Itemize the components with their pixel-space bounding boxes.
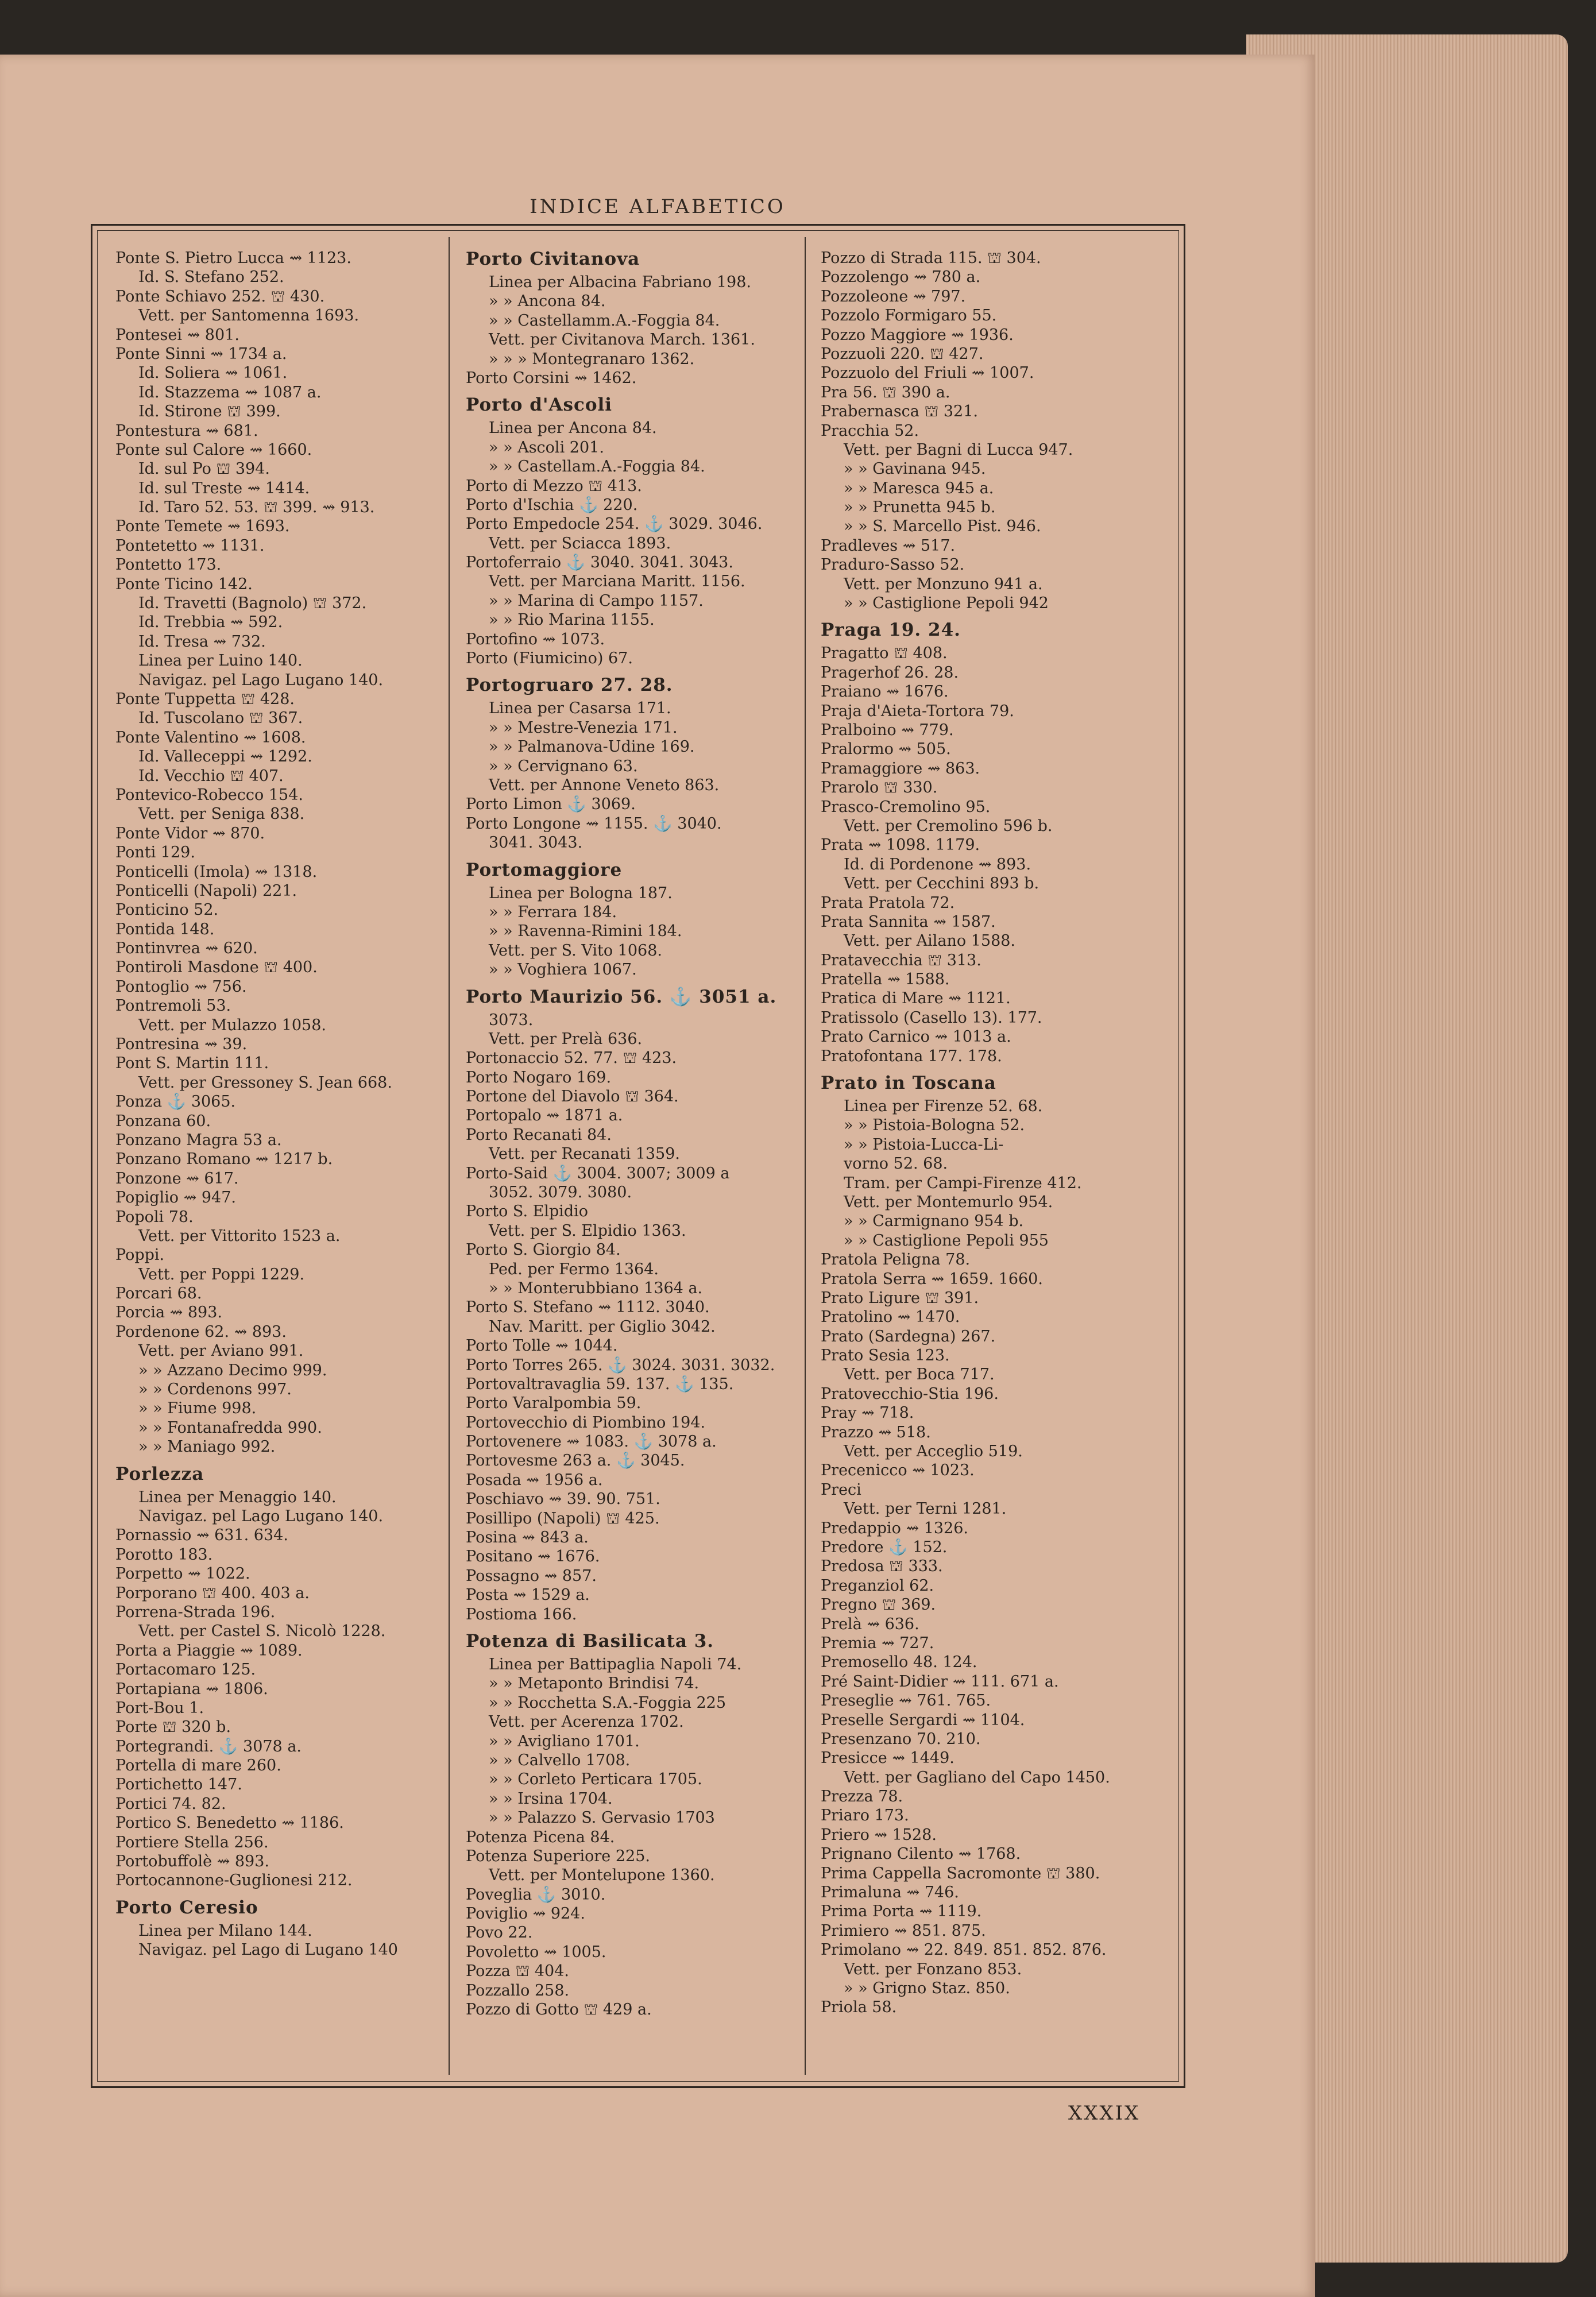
index-entry: Porotto 183. bbox=[115, 1545, 213, 1564]
index-entry: Porpetto ⇝ 1022. bbox=[115, 1565, 250, 1583]
index-entry: » » Azzano Decimo 999. bbox=[138, 1361, 327, 1379]
column-separator bbox=[805, 237, 806, 2075]
index-entry: Navigaz. pel Lago Lugano 140. bbox=[138, 1507, 384, 1525]
index-entry: Pregno ⛫ 369. bbox=[821, 1596, 936, 1614]
index-entry: » » Fontanafredda 990. bbox=[138, 1418, 322, 1437]
index-entry: » » Voghiera 1067. bbox=[489, 961, 637, 979]
index-entry: Ponticelli (Napoli) 221. bbox=[115, 881, 297, 900]
index-entry: Linea per Bologna 187. bbox=[489, 884, 673, 902]
index-entry: Linea per Casarsa 171. bbox=[489, 699, 671, 718]
index-entry: Prezza 78. bbox=[821, 1788, 903, 1806]
index-entry: Id. Tuscolano ⛫ 367. bbox=[138, 709, 303, 728]
index-entry: Id. S. Stefano 252. bbox=[138, 268, 284, 287]
index-entry: Pontevico-Robecco 154. bbox=[115, 786, 303, 804]
index-entry: Pracchia 52. bbox=[821, 421, 919, 440]
index-entry: Pozzo Maggiore ⇝ 1936. bbox=[821, 326, 1014, 344]
index-entry: Id. Trebbia ⇝ 592. bbox=[138, 613, 283, 632]
index-entry: Prato (Sardegna) 267. bbox=[821, 1327, 996, 1345]
index-entry: Id. Stirone ⛫ 399. bbox=[138, 403, 281, 421]
index-entry: Presenzano 70. 210. bbox=[821, 1730, 981, 1748]
index-heading: Portomaggiore bbox=[466, 859, 623, 880]
index-entry: » » Ravenna-Rimini 184. bbox=[489, 922, 682, 941]
index-entry: Pont S. Martin 111. bbox=[115, 1054, 269, 1073]
index-entry: Pralboino ⇝ 779. bbox=[821, 721, 954, 739]
page-header: INDICE ALFABETICO bbox=[530, 195, 786, 218]
index-entry: Pratolino ⇝ 1470. bbox=[821, 1308, 960, 1327]
index-entry: » » Carmignano 954 b. bbox=[844, 1212, 1024, 1231]
index-entry: Pornassio ⇝ 631. 634. bbox=[115, 1526, 288, 1545]
index-entry: Ponzana 60. bbox=[115, 1112, 211, 1130]
index-entry: Vett. per Sciacca 1893. bbox=[489, 534, 671, 552]
index-entry: Prignano Cilento ⇝ 1768. bbox=[821, 1845, 1021, 1863]
index-entry: Prata Sannita ⇝ 1587. bbox=[821, 912, 996, 931]
index-entry: Ponte Sinni ⇝ 1734 a. bbox=[115, 345, 287, 363]
index-column-3 bbox=[821, 249, 1157, 2017]
index-entry: » » Rocchetta S.A.-Foggia 225 bbox=[489, 1693, 726, 1712]
index-entry: » » Cordenons 997. bbox=[138, 1380, 292, 1399]
index-entry: » » Castiglione Pepoli 955 bbox=[844, 1231, 1049, 1250]
index-heading: Porto Civitanova bbox=[466, 249, 640, 269]
index-entry: Porto (Fiumicino) 67. bbox=[466, 649, 633, 668]
index-entry: Vett. per Recanati 1359. bbox=[489, 1145, 680, 1163]
index-entry: Ponte Temete ⇝ 1693. bbox=[115, 517, 290, 536]
index-entry: Pratica di Mare ⇝ 1121. bbox=[821, 989, 1011, 1008]
index-entry: Posada ⇝ 1956 a. bbox=[466, 1471, 603, 1489]
index-entry: Portovesme 263 a. ⚓ 3045. bbox=[466, 1452, 685, 1470]
index-entry: Vett. per Marciana Maritt. 1156. bbox=[489, 573, 745, 591]
index-entry: Vett. per Cremolino 596 b. bbox=[844, 817, 1053, 835]
index-entry: Portone del Diavolo ⛫ 364. bbox=[466, 1088, 679, 1106]
index-entry: Linea per Battipaglia Napoli 74. bbox=[489, 1656, 742, 1673]
index-entry: Id. sul Po ⛫ 394. bbox=[138, 460, 270, 478]
index-entry: Pratavecchia ⛫ 313. bbox=[821, 951, 981, 969]
index-entry: » » Metaponto Brindisi 74. bbox=[489, 1675, 700, 1693]
index-entry: Pontremoli 53. bbox=[115, 997, 231, 1015]
index-entry: Ponte Ticino 142. bbox=[115, 575, 253, 593]
index-entry: » » Prunetta 945 b. bbox=[844, 498, 996, 517]
index-entry: Pontesei ⇝ 801. bbox=[115, 326, 239, 344]
index-entry: » » Pistoia-Lucca-Li- bbox=[844, 1135, 1004, 1154]
index-entry: Porrena-Strada 196. bbox=[115, 1603, 276, 1621]
index-entry: » » Gavinana 945. bbox=[844, 460, 986, 478]
index-entry: Vett. per Aviano 991. bbox=[138, 1342, 304, 1360]
index-entry: Pra 56. ⛫ 390 a. bbox=[821, 383, 950, 401]
index-entry: Vett. per Acerenza 1702. bbox=[489, 1713, 684, 1731]
index-entry: Prato Sesia 123. bbox=[821, 1347, 950, 1365]
index-entry: » » Cervignano 63. bbox=[489, 757, 638, 775]
index-entry: Pozzolo Formigaro 55. bbox=[821, 307, 997, 325]
index-entry: 3073. bbox=[489, 1011, 534, 1029]
index-entry: Portofino ⇝ 1073. bbox=[466, 630, 605, 648]
index-heading: Porto Ceresio bbox=[115, 1897, 258, 1918]
index-entry: Vett. per Cecchini 893 b. bbox=[844, 875, 1039, 893]
index-entry: Prato Ligure ⛫ 391. bbox=[821, 1289, 979, 1307]
index-entry: Vett. per Castel S. Nicolò 1228. bbox=[138, 1622, 386, 1641]
index-heading: Porlezza bbox=[115, 1463, 204, 1484]
index-entry: Porcia ⇝ 893. bbox=[115, 1304, 222, 1322]
index-entry: Pozzuolo del Friuli ⇝ 1007. bbox=[821, 364, 1034, 382]
index-entry: Portapiana ⇝ 1806. bbox=[115, 1680, 268, 1698]
index-entry: Poviglio ⇝ 924. bbox=[466, 1905, 585, 1923]
index-entry: Vett. per Monzuno 941 a. bbox=[844, 575, 1043, 593]
index-entry: Portichetto 147. bbox=[115, 1776, 242, 1794]
index-entry: Pratovecchio-Stia 196. bbox=[821, 1385, 999, 1403]
index-entry: Potenza Picena 84. bbox=[466, 1828, 615, 1846]
index-entry: Prasco-Cremolino 95. bbox=[821, 798, 991, 816]
index-entry: » » Castellam.A.-Foggia 84. bbox=[489, 458, 705, 476]
index-column-1 bbox=[115, 249, 451, 1960]
index-entry: Priola 58. bbox=[821, 1998, 897, 2017]
index-entry: Praja d'Aieta-Tortora 79. bbox=[821, 702, 1014, 720]
index-entry: Porto S. Elpidio bbox=[466, 1202, 589, 1221]
index-entry: Positano ⇝ 1676. bbox=[466, 1548, 600, 1566]
index-entry: Porto-Said ⚓ 3004. 3007; 3009 a bbox=[466, 1164, 730, 1182]
index-entry: » » Rio Marina 1155. bbox=[489, 611, 655, 629]
index-entry: Premia ⇝ 727. bbox=[821, 1634, 934, 1652]
index-entry: Pontoglio ⇝ 756. bbox=[115, 977, 247, 996]
index-entry: Poppi. bbox=[115, 1246, 165, 1264]
index-entry: Ponzano Romano ⇝ 1217 b. bbox=[115, 1150, 333, 1169]
index-entry: Praiano ⇝ 1676. bbox=[821, 683, 949, 701]
index-entry: Popoli 78. bbox=[115, 1208, 194, 1226]
index-entry: » » Corleto Perticara 1705. bbox=[489, 1770, 702, 1789]
index-entry: Primolano ⇝ 22. 849. 851. 852. 876. bbox=[821, 1941, 1107, 1959]
index-entry: Porto Empedocle 254. ⚓ 3029. 3046. bbox=[466, 515, 763, 533]
index-entry: Porto Torres 265. ⚓ 3024. 3031. 3032. bbox=[466, 1356, 775, 1374]
index-entry: Vett. per S. Vito 1068. bbox=[489, 941, 662, 960]
index-entry: Pralormo ⇝ 505. bbox=[821, 740, 951, 759]
index-entry: Vett. per Gagliano del Capo 1450. bbox=[844, 1768, 1110, 1786]
index-entry: Prazzo ⇝ 518. bbox=[821, 1423, 931, 1441]
index-entry: Pradleves ⇝ 517. bbox=[821, 536, 956, 555]
index-entry: Porto Limon ⚓ 3069. bbox=[466, 795, 636, 814]
index-entry: » » Fiume 998. bbox=[138, 1399, 257, 1418]
index-entry: » » Irsina 1704. bbox=[489, 1789, 613, 1808]
index-entry: Vett. per Mulazzo 1058. bbox=[138, 1016, 326, 1034]
index-entry: Pratola Serra ⇝ 1659. 1660. bbox=[821, 1270, 1043, 1288]
index-entry: Porto S. Stefano ⇝ 1112. 3040. bbox=[466, 1298, 710, 1317]
index-entry: vorno 52. 68. bbox=[844, 1155, 948, 1173]
index-entry: Id. Stazzema ⇝ 1087 a. bbox=[138, 383, 322, 401]
index-entry: Pontinvrea ⇝ 620. bbox=[115, 939, 258, 958]
index-entry: Porto di Mezzo ⛫ 413. bbox=[466, 477, 642, 495]
index-entry: Linea per Albacina Fabriano 198. bbox=[489, 273, 751, 291]
index-entry: Port-Bou 1. bbox=[115, 1699, 204, 1717]
index-entry: Vett. per S. Elpidio 1363. bbox=[489, 1221, 686, 1240]
index-entry: Porte ⛫ 320 b. bbox=[115, 1718, 231, 1737]
index-entry: Portegrandi. ⚓ 3078 a. bbox=[115, 1737, 302, 1755]
page-number: XXXIX bbox=[1068, 2102, 1141, 2125]
index-entry: » » Monterubbiano 1364 a. bbox=[489, 1279, 703, 1297]
index-heading: Porto d'Ascoli bbox=[466, 395, 613, 416]
index-entry: 3041. 3043. bbox=[489, 834, 583, 852]
index-entry: » » Calvello 1708. bbox=[489, 1751, 631, 1769]
index-entry: » » S. Marcello Pist. 946. bbox=[844, 517, 1041, 536]
index-entry: Id. Taro 52. 53. ⛫ 399. ⇝ 913. bbox=[138, 498, 375, 517]
index-entry: Id. Tresa ⇝ 732. bbox=[138, 632, 266, 651]
index-entry: Precenicco ⇝ 1023. bbox=[821, 1461, 975, 1480]
index-entry: Pratissolo (Casello 13). 177. bbox=[821, 1008, 1042, 1027]
index-entry: Pozza ⛫ 404. bbox=[466, 1962, 569, 1981]
index-entry: Pozzuoli 220. ⛫ 427. bbox=[821, 345, 984, 363]
index-entry: Primaluna ⇝ 746. bbox=[821, 1884, 959, 1902]
index-entry: Porto d'Ischia ⚓ 220. bbox=[466, 496, 638, 514]
index-entry: » » Palmanova-Udine 169. bbox=[489, 738, 695, 756]
index-heading: Praga 19. 24. bbox=[821, 620, 961, 641]
index-entry: » » Marina di Campo 1157. bbox=[489, 591, 704, 610]
index-entry: » » Castiglione Pepoli 942 bbox=[844, 594, 1049, 613]
index-entry: Pray ⇝ 718. bbox=[821, 1404, 914, 1422]
index-entry: Praduro-Sasso 52. bbox=[821, 556, 965, 574]
index-entry: Porto Tolle ⇝ 1044. bbox=[466, 1337, 618, 1355]
index-entry: Pramaggiore ⇝ 863. bbox=[821, 759, 980, 778]
index-entry: Porto Longone ⇝ 1155. ⚓ 3040. bbox=[466, 814, 722, 833]
index-entry: Porto Recanati 84. bbox=[466, 1126, 612, 1144]
index-entry: Vett. per Ailano 1588. bbox=[844, 932, 1016, 950]
index-entry: Pozzolengo ⇝ 780 a. bbox=[821, 268, 981, 287]
index-entry: Id. Travetti (Bagnolo) ⛫ 372. bbox=[138, 594, 367, 613]
index-entry: Portoferraio ⚓ 3040. 3041. 3043. bbox=[466, 554, 733, 572]
index-entry: Vett. per Fonzano 853. bbox=[844, 1960, 1022, 1978]
index-entry: Povo 22. bbox=[466, 1924, 533, 1942]
index-entry: Possagno ⇝ 857. bbox=[466, 1567, 597, 1585]
index-entry: Porto Corsini ⇝ 1462. bbox=[466, 369, 637, 387]
index-entry: Ponte sul Calore ⇝ 1660. bbox=[115, 440, 312, 459]
index-entry: Priaro 173. bbox=[821, 1807, 909, 1825]
index-entry: Pratola Peligna 78. bbox=[821, 1251, 971, 1269]
index-entry: Pré Saint-Didier ⇝ 111. 671 a. bbox=[821, 1672, 1059, 1691]
index-entry: Linea per Luino 140. bbox=[138, 652, 303, 670]
index-entry: Portacomaro 125. bbox=[115, 1661, 256, 1679]
index-entry: Linea per Milano 144. bbox=[138, 1921, 312, 1940]
index-entry: Preselle Sergardi ⇝ 1104. bbox=[821, 1711, 1025, 1729]
index-entry: » » » Montegranaro 1362. bbox=[489, 350, 695, 368]
index-entry: Preseglie ⇝ 761. 765. bbox=[821, 1692, 991, 1710]
index-entry: Prelà ⇝ 636. bbox=[821, 1615, 919, 1633]
index-entry: Povoletto ⇝ 1005. bbox=[466, 1943, 606, 1961]
index-entry: Pontetto 173. bbox=[115, 556, 222, 574]
index-heading: Porto Maurizio 56. ⚓ 3051 a. bbox=[466, 986, 777, 1007]
index-entry: » » Maniago 992. bbox=[138, 1438, 276, 1456]
index-entry: Portovenere ⇝ 1083. ⚓ 3078 a. bbox=[466, 1433, 717, 1451]
index-entry: Porta a Piaggie ⇝ 1089. bbox=[115, 1641, 303, 1660]
index-entry: Id. Valleceppi ⇝ 1292. bbox=[138, 748, 312, 766]
index-entry: Popiglio ⇝ 947. bbox=[115, 1189, 236, 1207]
index-entry: » » Ancona 84. bbox=[489, 292, 606, 311]
index-entry: Vett. per Civitanova March. 1361. bbox=[489, 331, 755, 349]
index-entry: Posina ⇝ 843 a. bbox=[466, 1529, 589, 1547]
index-entry: Ponte Valentino ⇝ 1608. bbox=[115, 728, 306, 747]
index-entry: Navigaz. pel Lago Lugano 140. bbox=[138, 671, 384, 689]
index-entry: Porto Nogaro 169. bbox=[466, 1068, 612, 1086]
index-entry: Prabernasca ⛫ 321. bbox=[821, 403, 978, 421]
index-entry: Pordenone 62. ⇝ 893. bbox=[115, 1322, 287, 1341]
index-entry: Pontetetto ⇝ 1131. bbox=[115, 536, 265, 555]
index-entry: Linea per Menaggio 140. bbox=[138, 1488, 337, 1506]
index-entry: Postioma 166. bbox=[466, 1605, 577, 1623]
index-entry: Portovaltravaglia 59. 137. ⚓ 135. bbox=[466, 1375, 734, 1393]
index-entry: Porcari 68. bbox=[115, 1285, 202, 1303]
index-entry: Vett. per Poppi 1229. bbox=[138, 1265, 305, 1283]
index-heading: Potenza di Basilicata 3. bbox=[466, 1631, 714, 1652]
index-entry: » » Ascoli 201. bbox=[489, 438, 604, 457]
index-entry: Ponte S. Pietro Lucca ⇝ 1123. bbox=[115, 249, 351, 267]
index-frame bbox=[91, 224, 1185, 2088]
index-entry: Tram. per Campi-Firenze 412. bbox=[844, 1174, 1082, 1192]
index-entry: Vett. per Santomenna 1693. bbox=[138, 307, 360, 325]
index-entry: » » Mestre-Venezia 171. bbox=[489, 718, 678, 737]
index-entry: Ponzano Magra 53 a. bbox=[115, 1131, 282, 1149]
index-entry: Posillipo (Napoli) ⛫ 425. bbox=[466, 1509, 660, 1528]
index-entry: Preci bbox=[821, 1480, 861, 1499]
index-entry: Linea per Firenze 52. 68. bbox=[844, 1097, 1043, 1116]
index-entry: Portopalo ⇝ 1871 a. bbox=[466, 1107, 623, 1125]
index-entry: Potenza Superiore 225. bbox=[466, 1847, 650, 1865]
index-entry: » » Ferrara 184. bbox=[489, 903, 617, 921]
index-entry: Ponte Schiavo 252. ⛫ 430. bbox=[115, 287, 325, 306]
index-entry: Pontida 148. bbox=[115, 920, 215, 938]
index-entry: Nav. Maritt. per Giglio 3042. bbox=[489, 1317, 716, 1336]
index-entry: Portocannone-Guglionesi 212. bbox=[115, 1871, 353, 1890]
index-entry: Premosello 48. 124. bbox=[821, 1653, 977, 1672]
index-entry: Ponti 129. bbox=[115, 844, 195, 862]
index-entry: Ponte Vidor ⇝ 870. bbox=[115, 824, 265, 842]
index-entry: Pontestura ⇝ 681. bbox=[115, 421, 258, 440]
index-entry: Ponte Tuppetta ⛫ 428. bbox=[115, 690, 295, 708]
index-entry: Pragerhof 26. 28. bbox=[821, 663, 959, 682]
index-entry: Portici 74. 82. bbox=[115, 1795, 226, 1813]
index-entry: Ponzone ⇝ 617. bbox=[115, 1169, 239, 1188]
index-entry: Porporano ⛫ 400. 403 a. bbox=[115, 1584, 310, 1602]
index-entry: Porto Varalpombia 59. bbox=[466, 1394, 642, 1413]
index-entry: Predosa ⛫ 333. bbox=[821, 1557, 943, 1576]
index-entry: Pratofontana 177. 178. bbox=[821, 1047, 1002, 1065]
index-entry: Vett. per Prelà 636. bbox=[489, 1030, 643, 1048]
index-entry: Vett. per Terni 1281. bbox=[844, 1500, 1007, 1518]
index-entry: Vett. per Acceglio 519. bbox=[844, 1443, 1023, 1461]
index-entry: Vett. per Montemurlo 954. bbox=[844, 1193, 1053, 1211]
index-entry: Linea per Ancona 84. bbox=[489, 419, 657, 438]
index-entry: Preganziol 62. bbox=[821, 1576, 934, 1595]
index-entry: 3052. 3079. 3080. bbox=[489, 1184, 632, 1202]
index-entry: Vett. per Vittorito 1523 a. bbox=[138, 1227, 341, 1245]
index-entry: Id. sul Treste ⇝ 1414. bbox=[138, 479, 310, 497]
index-entry: Predore ⚓ 152. bbox=[821, 1538, 948, 1556]
index-heading: Portogruaro 27. 28. bbox=[466, 675, 673, 696]
index-entry: Vett. per Seniga 838. bbox=[138, 805, 305, 823]
index-entry: Ped. per Fermo 1364. bbox=[489, 1260, 659, 1278]
index-entry: Prima Cappella Sacromonte ⛫ 380. bbox=[821, 1864, 1100, 1882]
index-entry: Poveglia ⚓ 3010. bbox=[466, 1885, 606, 1904]
index-entry: Pontiroli Masdone ⛫ 400. bbox=[115, 958, 318, 977]
index-entry: Vett. per Gressoney S. Jean 668. bbox=[138, 1073, 392, 1092]
index-entry: » » Pistoia-Bologna 52. bbox=[844, 1116, 1025, 1135]
index-entry: Priero ⇝ 1528. bbox=[821, 1826, 937, 1844]
index-entry: Portico S. Benedetto ⇝ 1186. bbox=[115, 1814, 344, 1832]
index-heading: Prato in Toscana bbox=[821, 1073, 996, 1094]
index-entry: Pragatto ⛫ 408. bbox=[821, 644, 948, 663]
index-entry: Pontresina ⇝ 39. bbox=[115, 1035, 248, 1054]
index-entry: Pratella ⇝ 1588. bbox=[821, 970, 950, 989]
index-entry: Navigaz. pel Lago di Lugano 140 bbox=[138, 1941, 398, 1959]
index-entry: Prato Carnico ⇝ 1013 a. bbox=[821, 1028, 1011, 1046]
index-entry: Ponticelli (Imola) ⇝ 1318. bbox=[115, 863, 318, 881]
index-entry: Vett. per Montelupone 1360. bbox=[489, 1866, 715, 1885]
index-entry: » » Avigliano 1701. bbox=[489, 1732, 640, 1750]
index-entry: Id. Vecchio ⛫ 407. bbox=[138, 767, 284, 785]
index-entry: Poschiavo ⇝ 39. 90. 751. bbox=[466, 1490, 660, 1509]
index-entry: Pozzoleone ⇝ 797. bbox=[821, 287, 966, 306]
index-entry: Primiero ⇝ 851. 875. bbox=[821, 1921, 986, 1940]
index-entry: Id. di Pordenone ⇝ 893. bbox=[844, 855, 1031, 873]
index-entry: Pozzallo 258. bbox=[466, 1981, 570, 2000]
index-entry: Predappio ⇝ 1326. bbox=[821, 1519, 968, 1537]
index-entry: Prata ⇝ 1098. 1179. bbox=[821, 836, 980, 854]
index-entry: Presicce ⇝ 1449. bbox=[821, 1749, 954, 1768]
index-entry: Portiere Stella 256. bbox=[115, 1833, 269, 1851]
index-entry: Ponza ⚓ 3065. bbox=[115, 1093, 236, 1111]
index-entry: » » Maresca 945 a. bbox=[844, 479, 994, 497]
index-entry: Prata Pratola 72. bbox=[821, 894, 955, 912]
index-entry: Pozzo di Gotto ⛫ 429 a. bbox=[466, 2001, 652, 2019]
index-column-2 bbox=[466, 249, 802, 2019]
index-entry: Prarolo ⛫ 330. bbox=[821, 779, 938, 797]
index-entry: Portonaccio 52. 77. ⛫ 423. bbox=[466, 1049, 677, 1068]
index-entry: Ponticino 52. bbox=[115, 901, 219, 919]
index-entry: Vett. per Boca 717. bbox=[844, 1366, 995, 1384]
index-entry: Vett. per Annone Veneto 863. bbox=[489, 776, 720, 794]
index-entry: Portobuffolè ⇝ 893. bbox=[115, 1853, 269, 1871]
index-entry: » » Palazzo S. Gervasio 1703 bbox=[489, 1809, 715, 1827]
index-entry: Prima Porta ⇝ 1119. bbox=[821, 1902, 982, 1921]
index-entry: Id. Soliera ⇝ 1061. bbox=[138, 364, 288, 382]
index-entry: Pozzo di Strada 115. ⛫ 304. bbox=[821, 249, 1041, 267]
index-entry: Portella di mare 260. bbox=[115, 1757, 281, 1775]
index-entry: » » Castellamm.A.-Foggia 84. bbox=[489, 311, 720, 330]
index-entry: » » Grigno Staz. 850. bbox=[844, 1979, 1010, 1997]
index-entry: Portovecchio di Piombino 194. bbox=[466, 1413, 706, 1432]
index-entry: Vett. per Bagni di Lucca 947. bbox=[844, 440, 1073, 459]
index-entry: Posta ⇝ 1529 a. bbox=[466, 1586, 590, 1604]
index-entry: Porto S. Giorgio 84. bbox=[466, 1241, 621, 1259]
